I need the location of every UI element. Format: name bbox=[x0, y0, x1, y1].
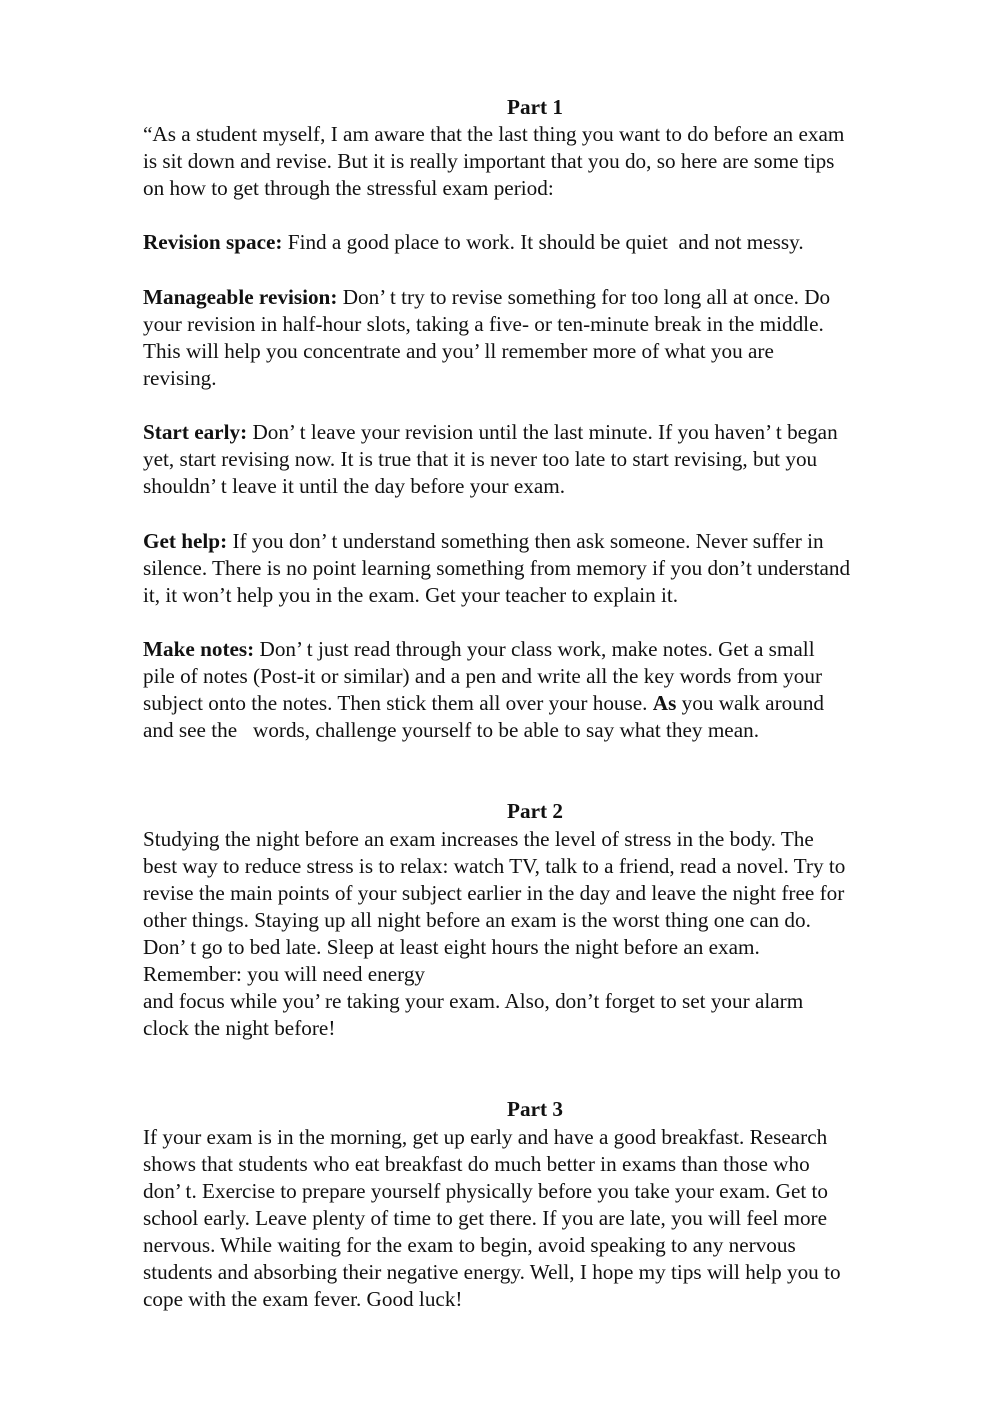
part3-line: school early. Leave plenty of time to get there. If you are late, you will feel more bbox=[143, 1205, 828, 1230]
part2-line: best way to reduce stress is to relax: watch TV, talk to a friend, read a novel. Try to bbox=[143, 853, 846, 878]
tip-label: Revision space: bbox=[143, 230, 283, 255]
part3-line: nervous. While waiting for the exam to begin, avoid speaking to any nervous bbox=[143, 1232, 796, 1257]
tip-text: If you don’ t understand something then ask someone. Never suffer in bbox=[227, 528, 824, 553]
part3-line: shows that students who eat breakfast do much better in exams than those who bbox=[143, 1151, 810, 1176]
tip-text-line: it, it won’t help you in the exam. Get your teacher to explain it. bbox=[143, 582, 679, 607]
tip-text-line: and see the words, challenge yourself to be able to say what they mean. bbox=[143, 718, 759, 743]
tip-manageable-revision bbox=[143, 284, 933, 311]
tip-text-line: your revision in half-hour slots, taking a five- or ten-minute break in the middle. bbox=[143, 311, 824, 336]
part2-line: other things. Staying up all night before an exam is the worst thing one can do. bbox=[143, 907, 811, 932]
part2-line: revise the main points of your subject earlier in the day and leave the night free for bbox=[143, 880, 845, 905]
tip-get-help bbox=[143, 528, 933, 555]
part3-heading: Part 3 bbox=[507, 1097, 563, 1122]
tip-label: Manageable revision: bbox=[143, 284, 338, 309]
tip-text: Don’ t leave your revision until the last minute. If you haven’ t began bbox=[247, 420, 838, 445]
part2-line: and focus while you’ re taking your exam. Also, don’t forget to set your alarm bbox=[143, 989, 804, 1014]
tip-text-line: silence. There is no point learning something from memory if you don’t understand bbox=[143, 555, 851, 580]
tip-label: Start early: bbox=[143, 420, 248, 445]
tip-text: subject onto the notes. Then stick them all over your house. bbox=[143, 691, 653, 716]
part1-intro-line: “As a student myself, I am aware that the last thing you want to do before an exam bbox=[143, 122, 845, 147]
tip-text: Don’ t just read through your class work, make notes. Get a small bbox=[254, 636, 815, 661]
tip-text: Don’ t try to revise something for too long all at once. Do bbox=[337, 284, 831, 309]
tip-label: Make notes: bbox=[143, 636, 255, 661]
tip-text-line: shouldn’ t leave it until the day before your exam. bbox=[143, 474, 566, 499]
part1-heading: Part 1 bbox=[507, 95, 563, 119]
tip-text: you walk around bbox=[676, 691, 825, 716]
part3-line: cope with the exam fever. Good luck! bbox=[143, 1287, 463, 1312]
part1-intro-line: on how to get through the stressful exam period: bbox=[143, 176, 554, 201]
part2-line: Don’ t go to bed late. Sleep at least eight hours the night before an exam. bbox=[143, 934, 760, 959]
tip-label: Get help: bbox=[143, 528, 228, 553]
tip-text-line: This will help you concentrate and you’ ll remember more of what you are bbox=[143, 338, 774, 363]
part2-line: Studying the night before an exam increases the level of stress in the body. The bbox=[143, 826, 814, 851]
part3-line: students and absorbing their negative energy. Well, I hope my tips will help you to bbox=[143, 1260, 841, 1285]
tip-start-early bbox=[143, 419, 933, 446]
tip-text-line: revising. bbox=[143, 365, 217, 390]
tip-text-line: pile of notes (Post-it or similar) and a pen and write all the key words from your bbox=[143, 663, 823, 688]
tip-text-line bbox=[143, 690, 933, 717]
part1-intro-line: is sit down and revise. But it is really important that you do, so here are some tips bbox=[143, 149, 835, 174]
bold-word: As bbox=[652, 691, 677, 716]
tip-revision-space bbox=[143, 229, 933, 256]
part2-heading: Part 2 bbox=[507, 799, 563, 824]
document-page bbox=[143, 94, 933, 1313]
part2-line: clock the night before! bbox=[143, 1016, 336, 1041]
part3-line: If your exam is in the morning, get up early and have a good breakfast. Research bbox=[143, 1124, 828, 1149]
tip-text-line: yet, start revising now. It is true that it is never too late to start revising, but you bbox=[143, 447, 818, 472]
part3-line: don’ t. Exercise to prepare yourself physically before you take your exam. Get to bbox=[143, 1178, 829, 1203]
tip-make-notes bbox=[143, 636, 933, 663]
tip-text: Find a good place to work. It should be quiet and not messy. bbox=[282, 230, 804, 255]
part2-line: Remember: you will need energy bbox=[143, 962, 426, 986]
